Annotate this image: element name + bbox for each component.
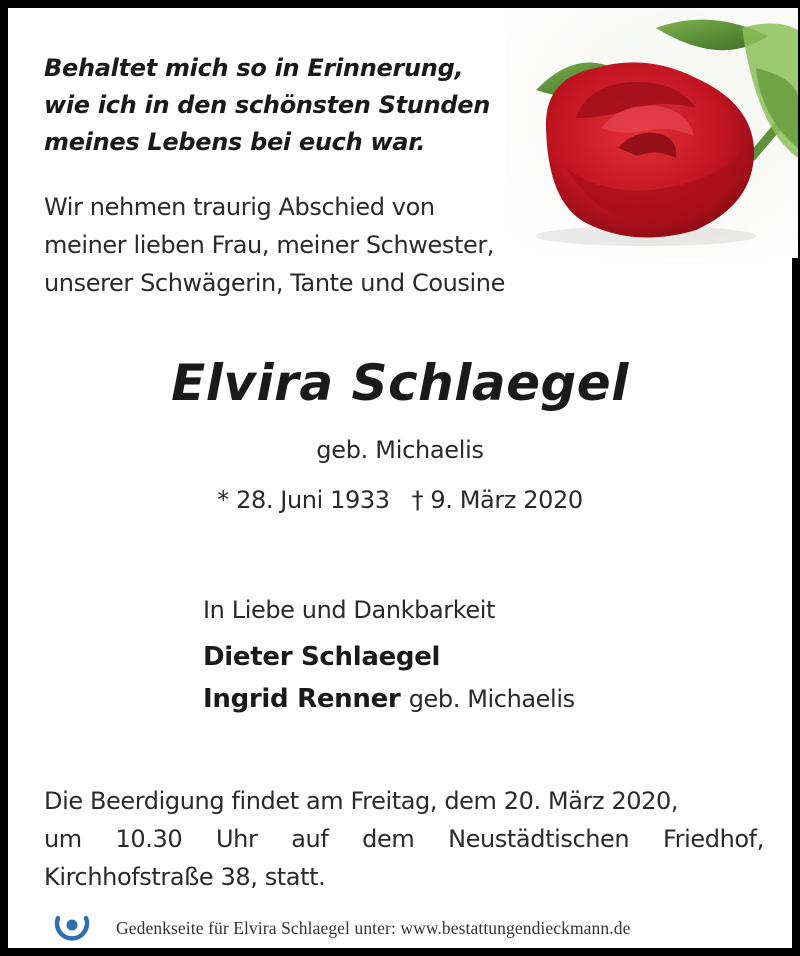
funeral-word: um bbox=[44, 825, 82, 853]
funeral-line: Kirchhofstraße 38, statt. bbox=[44, 863, 326, 891]
funeral-word: auf bbox=[291, 825, 329, 853]
death-date: † 9. März 2020 bbox=[411, 486, 583, 514]
birth-date: * 28. Juni 1933 bbox=[217, 486, 390, 514]
bestatter-logo-icon bbox=[52, 908, 92, 948]
intro-line: unserer Schwägerin, Tante und Cousine bbox=[44, 269, 505, 297]
mourner-entry bbox=[203, 684, 575, 714]
intro-text bbox=[44, 188, 505, 302]
mourner-name: Dieter Schlaegel bbox=[203, 642, 441, 672]
funeral-word: 10.30 bbox=[115, 825, 183, 853]
funeral-word: Friedhof, bbox=[662, 825, 764, 853]
deceased-name: Elvira Schlaegel bbox=[171, 354, 629, 412]
mourner-name: Ingrid Renner bbox=[203, 684, 401, 714]
memorial-page-link[interactable]: Gedenkseite für Elvira Schlaegel unter: www.bestattungendieckmann.de bbox=[116, 917, 631, 938]
memorial-footer bbox=[52, 908, 630, 948]
birth-name: geb. Michaelis bbox=[316, 436, 484, 464]
funeral-line-justified bbox=[44, 820, 764, 858]
motto-line: meines Lebens bei euch war. bbox=[44, 128, 426, 156]
mourner-birth-name: geb. Michaelis bbox=[408, 685, 575, 713]
funeral-word: Neustädtischen bbox=[448, 825, 630, 853]
red-rose-icon bbox=[506, 8, 798, 258]
funeral-line: Die Beerdigung findet am Freitag, dem 20. März 2020, bbox=[44, 787, 679, 815]
funeral-notice bbox=[44, 782, 764, 896]
funeral-word: Uhr bbox=[216, 825, 258, 853]
intro-line: meiner lieben Frau, meiner Schwester, bbox=[44, 231, 495, 259]
signoff-text: In Liebe und Dankbarkeit bbox=[203, 596, 496, 624]
funeral-word: dem bbox=[362, 825, 415, 853]
motto-quote bbox=[44, 50, 490, 161]
life-dates bbox=[8, 486, 792, 514]
motto-line: Behaltet mich so in Erinnerung, bbox=[44, 54, 464, 82]
intro-line: Wir nehmen traurig Abschied von bbox=[44, 193, 435, 221]
motto-line: wie ich in den schönsten Stunden bbox=[44, 91, 491, 119]
